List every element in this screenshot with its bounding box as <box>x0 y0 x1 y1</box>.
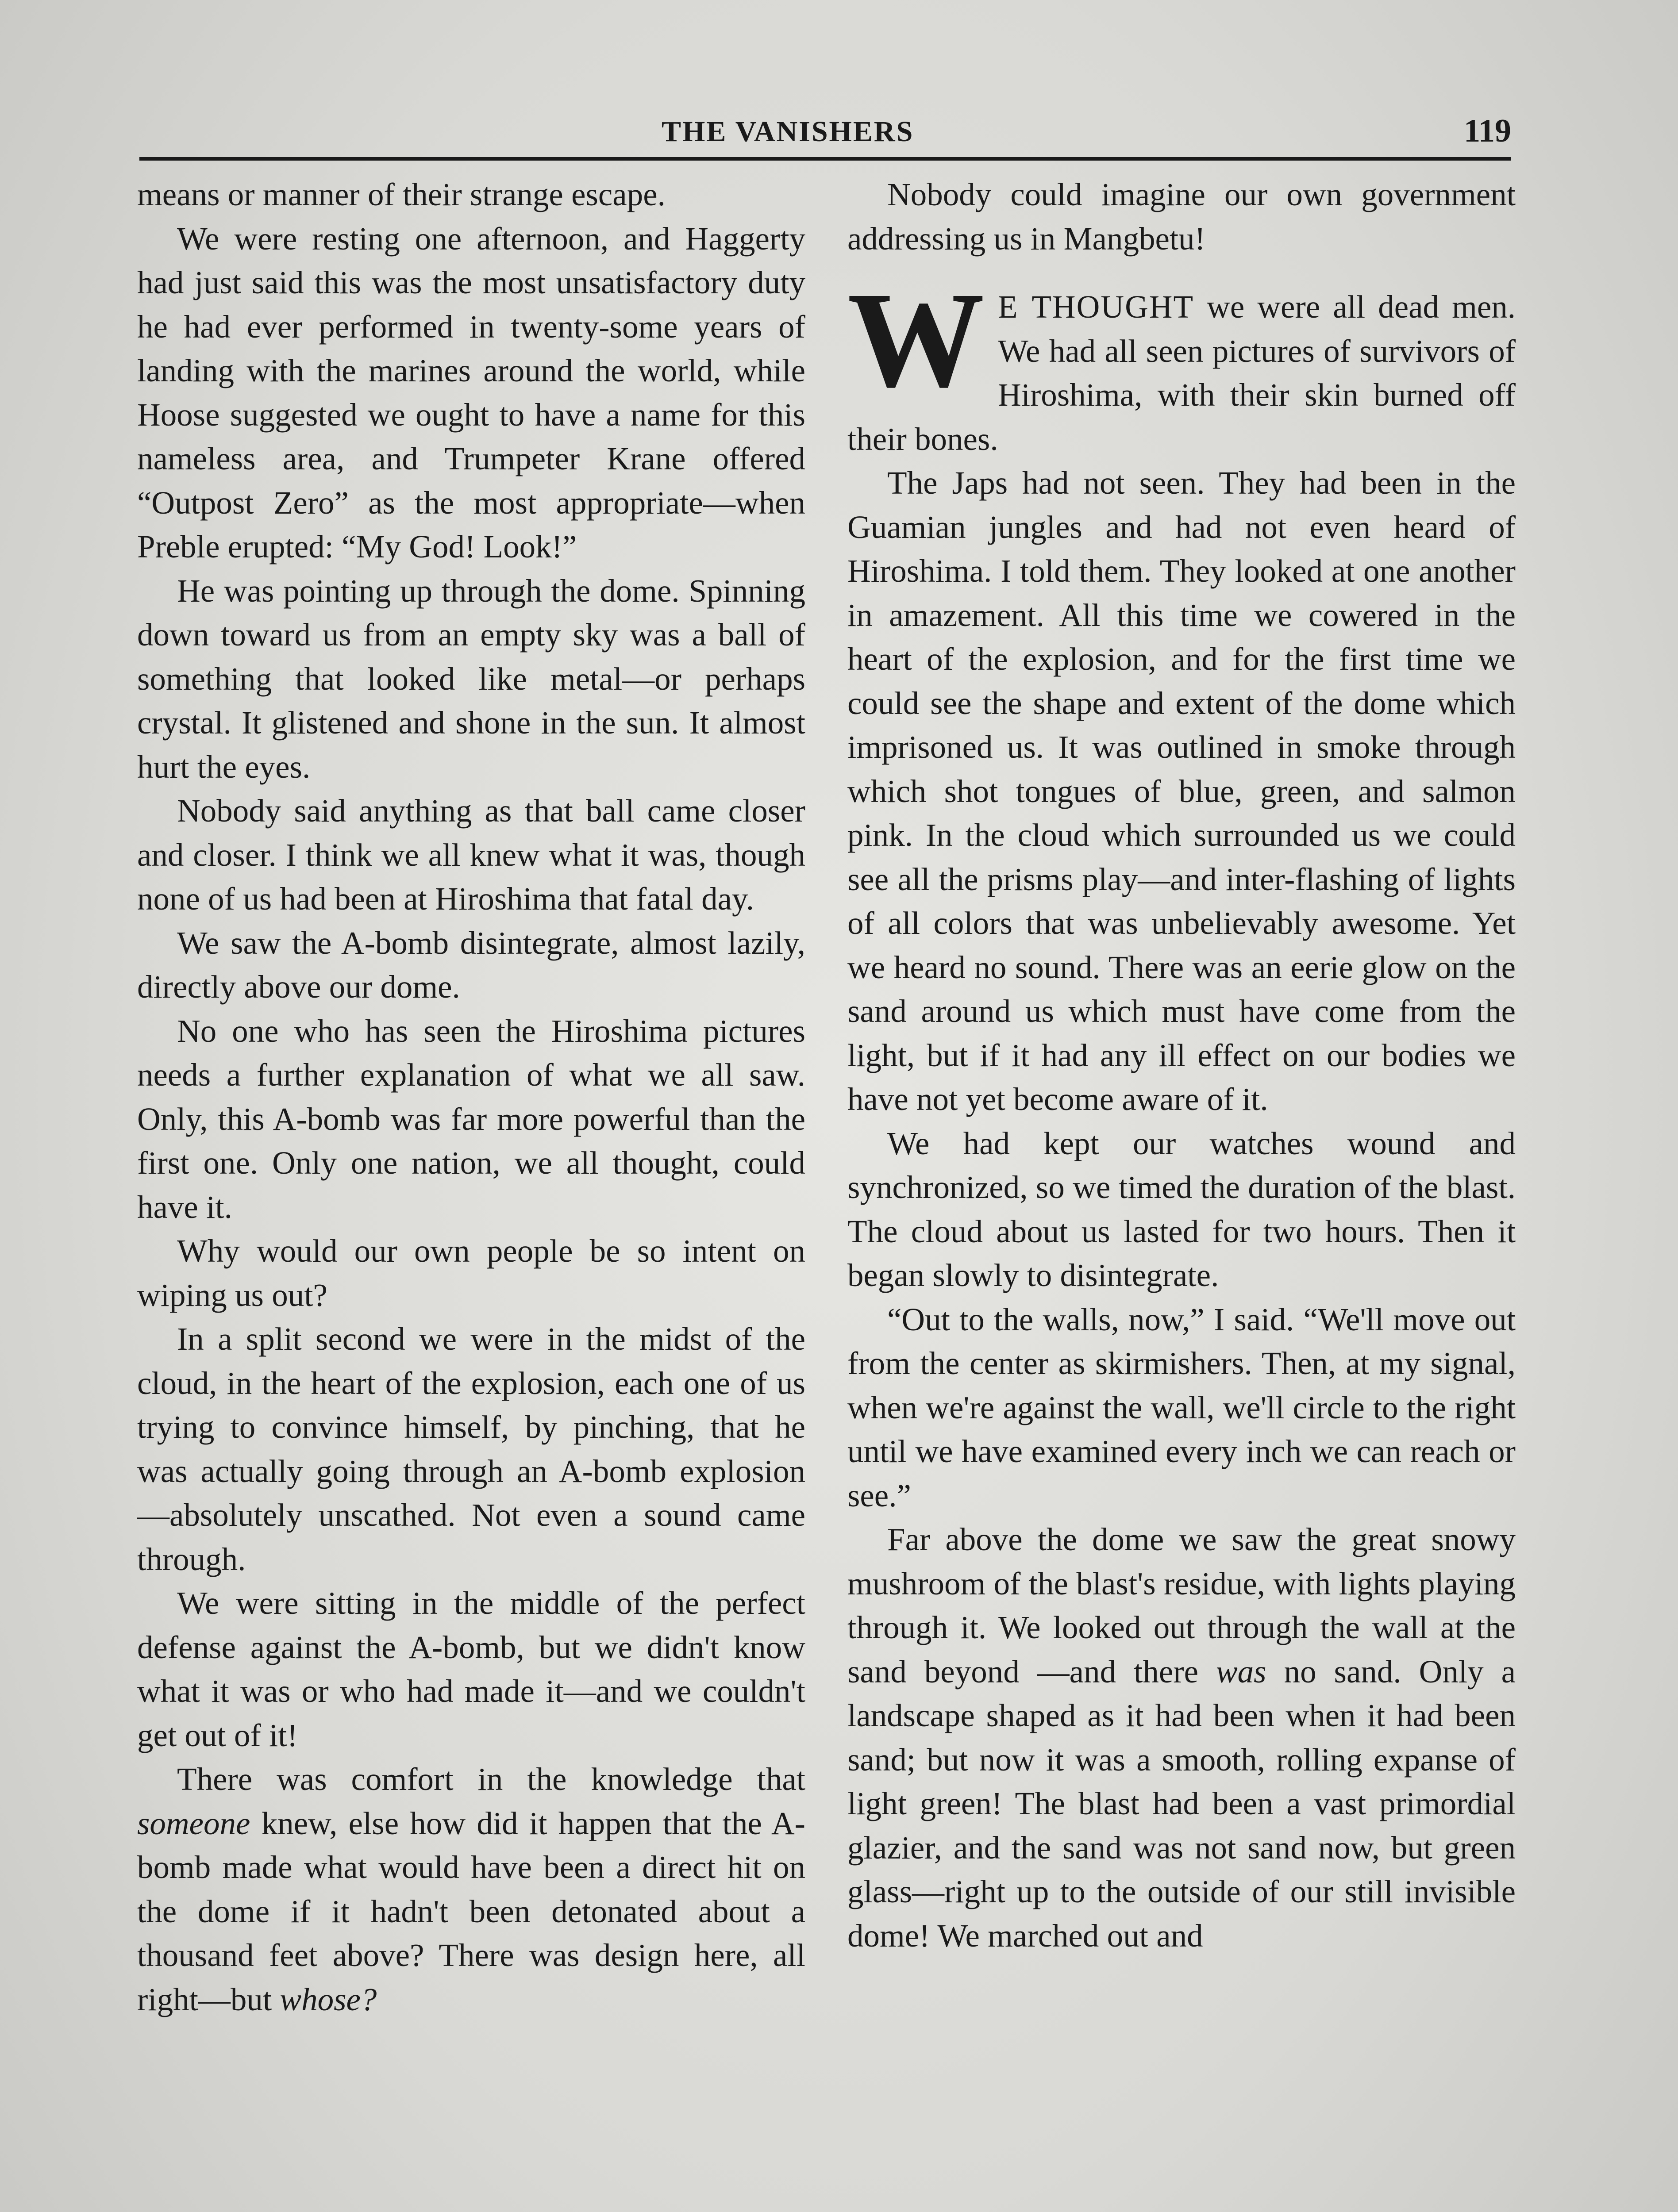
lead-in: E THOUGHT <box>998 289 1194 325</box>
paragraph: In a split second we were in the midst of the cloud, in the heart of the explosion, each one of us trying to convince himself, by pinching, that he was actually going through an A-bomb explosion—absolutely unscathed. Not even a sound came through. <box>137 1321 805 1577</box>
paragraph <box>137 1757 805 2021</box>
dropcap-paragraph <box>847 264 1516 461</box>
italic-text: someone <box>137 1805 250 1841</box>
running-title: THE VANISHERS <box>662 115 914 148</box>
text-run: There was comfort in the knowledge that <box>177 1761 805 1797</box>
right-column <box>847 173 1516 1958</box>
paragraph: We were resting one afternoon, and Haggerty had just said this was the most unsatisfactory duty he had ever performed in twenty-some years of landing with the marines around the world, while Hoose suggested we ought to have a name for this nameless area, and Trumpeter Krane offered “Outpost Zero” as the most appropriate—when Preble erupted: “My God! Look!” <box>137 220 805 565</box>
paragraph: No one who has seen the Hiroshima pictures needs a further explanation of what we all saw. Only, this A-bomb was far more powerful than the first one. Only one nation, we all thought, could have it. <box>137 1013 805 1225</box>
paragraph <box>847 1517 1516 1958</box>
paragraph: The Japs had not seen. They had been in the Guamian jungles and had not even heard of Hiroshima. I told them. They looked at one another in amazement. All this time we cowered in the heart of the explosion, and for the first time we could see the shape and extent of the dome which imprisoned us. It was outlined in smoke through which shot tongues of blue, green, and salmon pink. In the cloud which surrounded us we could see all the prisms play—and inter-flashing of lights of all colors that was unbelievably awesome. Yet we heard no sound. There was an eerie glow on the sand around us which must have come from the light, but if it had any ill effect on our bodies we have not yet become aware of it. <box>847 465 1516 1117</box>
paragraph: “Out to the walls, now,” I said. “We'll move out from the center as skirmishers. Then, at my signal, when we're against the wall, we'll circle to the right until we have examined every inch we can reach or see.” <box>847 1301 1516 1513</box>
left-column <box>137 173 805 2021</box>
paragraph: Nobody could imagine our own government addressing us in Mangbetu! <box>847 177 1516 257</box>
text-run: we were all dead men. We had all seen pictures of survivors of Hiroshima, with their skin burned off their bones. <box>847 289 1516 457</box>
paragraph: means or manner of their strange escape. <box>137 177 666 212</box>
italic-text: was <box>1216 1653 1266 1690</box>
paragraph: Nobody said anything as that ball came closer and closer. I think we all knew what it was, though none of us had been at Hiroshima that fatal day. <box>137 793 805 917</box>
paragraph: We were sitting in the middle of the perfect defense against the A-bomb, but we didn't know what it was or who had made it—and we couldn't get out of it! <box>137 1585 805 1753</box>
italic-text: whose? <box>280 1981 377 2017</box>
text-run: knew, else how did it happen that the A-bomb made what would have been a direct hit on the dome if it hadn't been detonated about a thousand feet above? There was design here, all right—but <box>137 1805 805 2017</box>
drop-cap: W <box>847 264 985 416</box>
page-number: 119 <box>1464 113 1511 149</box>
paragraph: We saw the A-bomb disintegrate, almost lazily, directly above our dome. <box>137 925 805 1005</box>
text-run: Far above the dome we saw the great snowy mushroom of the blast's residue, with lights playing through it. We looked out through the wall at the sand beyond —and there <box>847 1521 1516 1690</box>
paragraph: He was pointing up through the dome. Spinning down toward us from an empty sky was a ball of something that looked like metal—or perhaps crystal. It glistened and shone in the sun. It almost hurt the eyes. <box>137 572 805 785</box>
header-rule <box>139 157 1511 161</box>
paragraph: We had kept our watches wound and synchronized, so we timed the duration of the blast. The cloud about us lasted for two hours. Then it began slowly to disintegrate. <box>847 1125 1516 1293</box>
text-run: no sand. Only a landscape shaped as it had been when it had been sand; but now it was a smooth, rolling expanse of light green! The blast had been a vast primordial glazier, and the sand was not sand now, but green glass—right up to the outside of our still invisible dome! We marched out and <box>847 1653 1516 1954</box>
paragraph: Why would our own people be so intent on wiping us out? <box>137 1233 805 1313</box>
page-header <box>139 106 1511 155</box>
